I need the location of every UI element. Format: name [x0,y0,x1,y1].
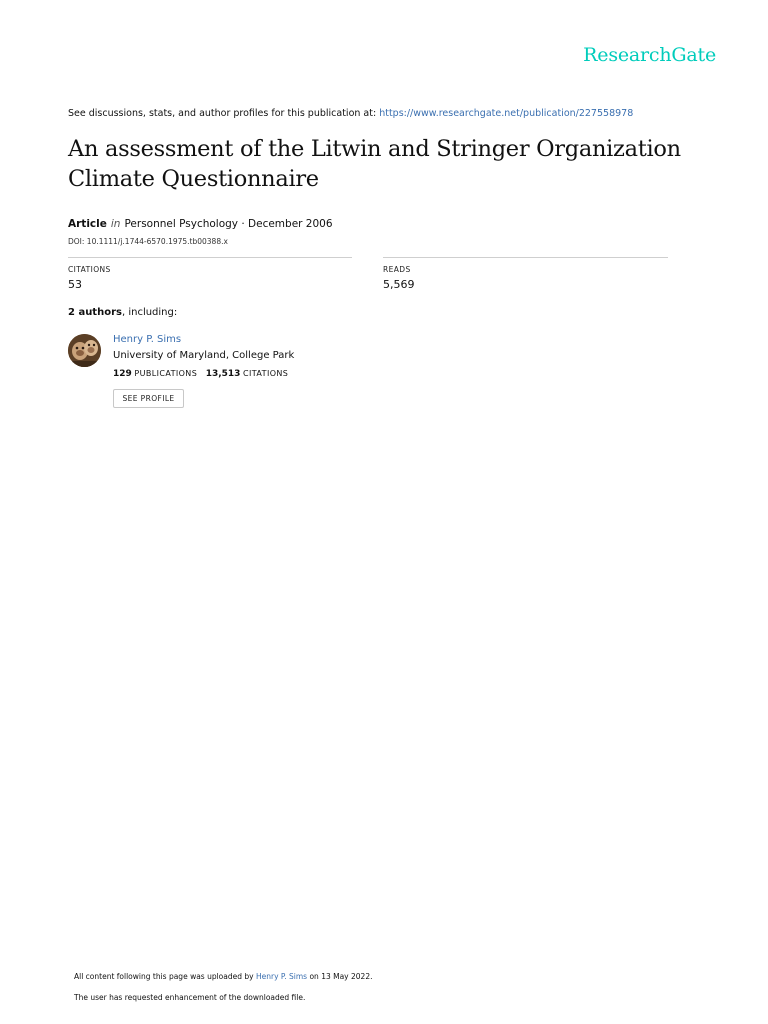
doi: DOI: 10.1111/j.1744-6570.1975.tb00388.x [68,237,228,246]
divider-citations [68,257,352,258]
reads-value: 5,569 [383,278,415,291]
article-title: An assessment of the Litwin and Stringer Organization Climate Questionnaire [68,136,681,192]
author-photo [68,334,101,367]
author-citations-count: 13,513 [205,369,241,379]
divider-reads [383,257,668,258]
publications-count: 129 [113,369,132,379]
authors-including: , including: [121,307,178,318]
citations-value: 53 [68,278,82,291]
publications-label: PUBLICATIONS [134,369,198,378]
upload-prefix: All content following this page was uploaded by [74,972,256,981]
authors-count: 2 authors [68,307,122,318]
citations-label: CITATIONS [68,265,111,274]
author-name[interactable]: Henry P. Sims [113,334,182,345]
author-stats [113,369,294,379]
see-discussions-line [68,108,633,119]
authors-summary [68,307,177,318]
author-citations-label: CITATIONS [243,369,289,378]
upload-suffix: on 13 May 2022. [307,972,373,981]
publication-link[interactable]: https://www.researchgate.net/publication/227558978 [379,108,634,119]
in-word: in [110,218,121,230]
researchgate-logo[interactable]: ResearchGate [583,44,716,66]
see-discussions-text: See discussions, stats, and author profiles for this publication at: [68,108,380,119]
enhancement-note: The user has requested enhancement of the downloaded file. [74,993,306,1002]
reads-label: READS [383,265,411,274]
article-type: Article [68,218,107,230]
uploader-link[interactable]: Henry P. Sims [255,972,308,981]
avatar[interactable] [68,334,101,367]
see-profile-button[interactable]: SEE PROFILE [113,389,184,408]
author-affiliation: University of Maryland, College Park [113,350,295,361]
upload-note [74,972,372,981]
article-meta [68,218,333,230]
journal-date: Personnel Psychology · December 2006 [124,218,333,230]
